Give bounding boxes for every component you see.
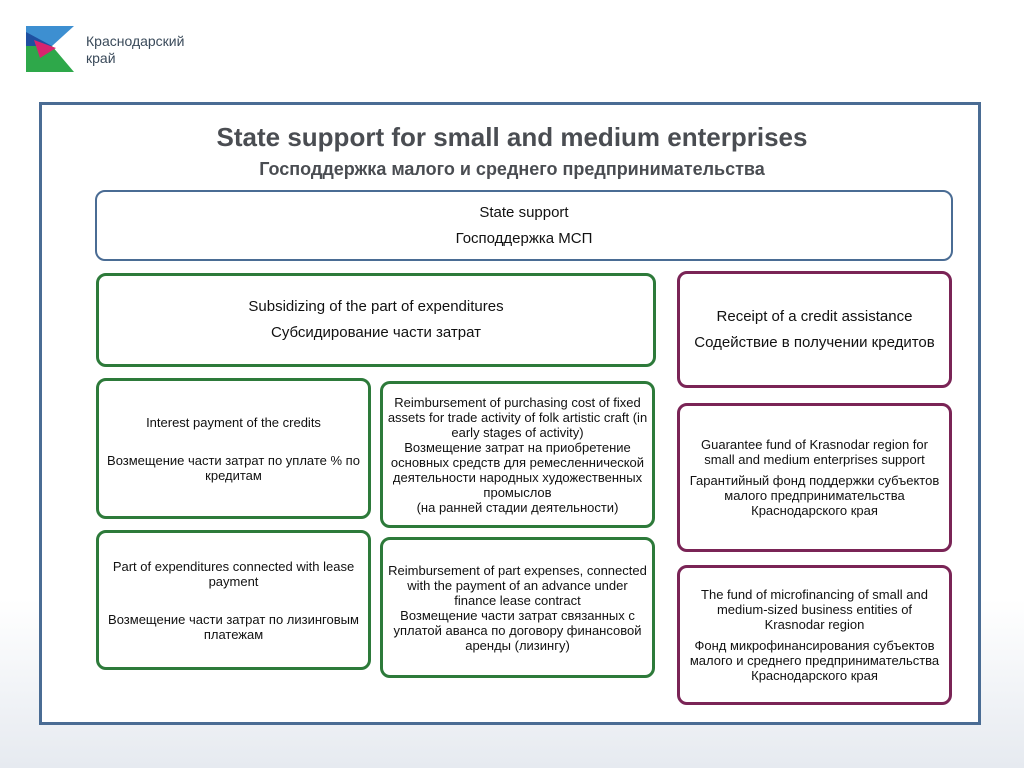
interest-payment-en: Interest payment of the credits	[146, 414, 321, 430]
logo-text: Краснодарский край	[86, 33, 185, 66]
state-support-box	[95, 190, 953, 261]
page-subtitle: Господдержка малого и среднего предпринимательства	[259, 159, 765, 179]
state-support-ru: Господдержка МСП	[455, 229, 593, 247]
state-support-en: State support	[479, 203, 569, 221]
krasnodar-region-logo-icon	[26, 26, 74, 72]
finance-lease-en: Reimbursement of part expenses, connected with the payment of an advance under finance lease contract	[388, 562, 647, 608]
guarantee-fund-ru: Гарантийный фонд поддержки субъектов малого предпринимательства Краснодарского края	[689, 473, 940, 518]
logo	[26, 26, 226, 76]
fixed-assets-box	[380, 381, 655, 528]
subsidizing-box	[96, 273, 656, 367]
subsidizing-ru: Субсидирование части затрат	[271, 324, 481, 341]
guarantee-fund-en: Guarantee fund of Krasnodar region for small and medium enterprises support	[701, 437, 928, 467]
fixed-assets-ru: Возмещение затрат на приобретение основных средств для ремесленнической деятельности народных художественных промыслов (на ранней стадии деятельности)	[390, 439, 645, 515]
credit-assistance-ru: Содействие в получении кредитов	[694, 333, 935, 351]
lease-payment-en: Part of expenditures connected with lease payment	[112, 558, 355, 589]
fixed-assets-en: Reimbursement of purchasing cost of fixed assets for trade activity of folk artistic craft (in early stages of activity)	[387, 394, 648, 440]
interest-payment-box	[96, 378, 371, 519]
microfinancing-en: The fund of microfinancing of small and medium-sized business entities of Krasnodar region	[701, 587, 928, 632]
microfinancing-box	[677, 565, 952, 705]
lease-payment-box	[96, 530, 371, 670]
finance-lease-box	[380, 537, 655, 678]
subsidizing-en: Subsidizing of the part of expenditures	[248, 298, 504, 315]
finance-lease-ru: Возмещение части затрат связанных с уплатой аванса по договору финансовой аренды (лизингу)	[393, 607, 642, 653]
interest-payment-ru: Возмещение части затрат по уплате % по кредитам	[107, 452, 360, 483]
lease-payment-ru: Возмещение части затрат по лизинговым платежам	[108, 611, 359, 642]
guarantee-fund-box	[677, 403, 952, 552]
microfinancing-ru: Фонд микрофинансирования субъектов малого и среднего предпринимательства Краснодарского края	[689, 638, 940, 683]
credit-assistance-box	[677, 271, 952, 388]
page-title: State support for small and medium enterprises	[216, 122, 808, 152]
credit-assistance-en: Receipt of a credit assistance	[716, 307, 913, 325]
